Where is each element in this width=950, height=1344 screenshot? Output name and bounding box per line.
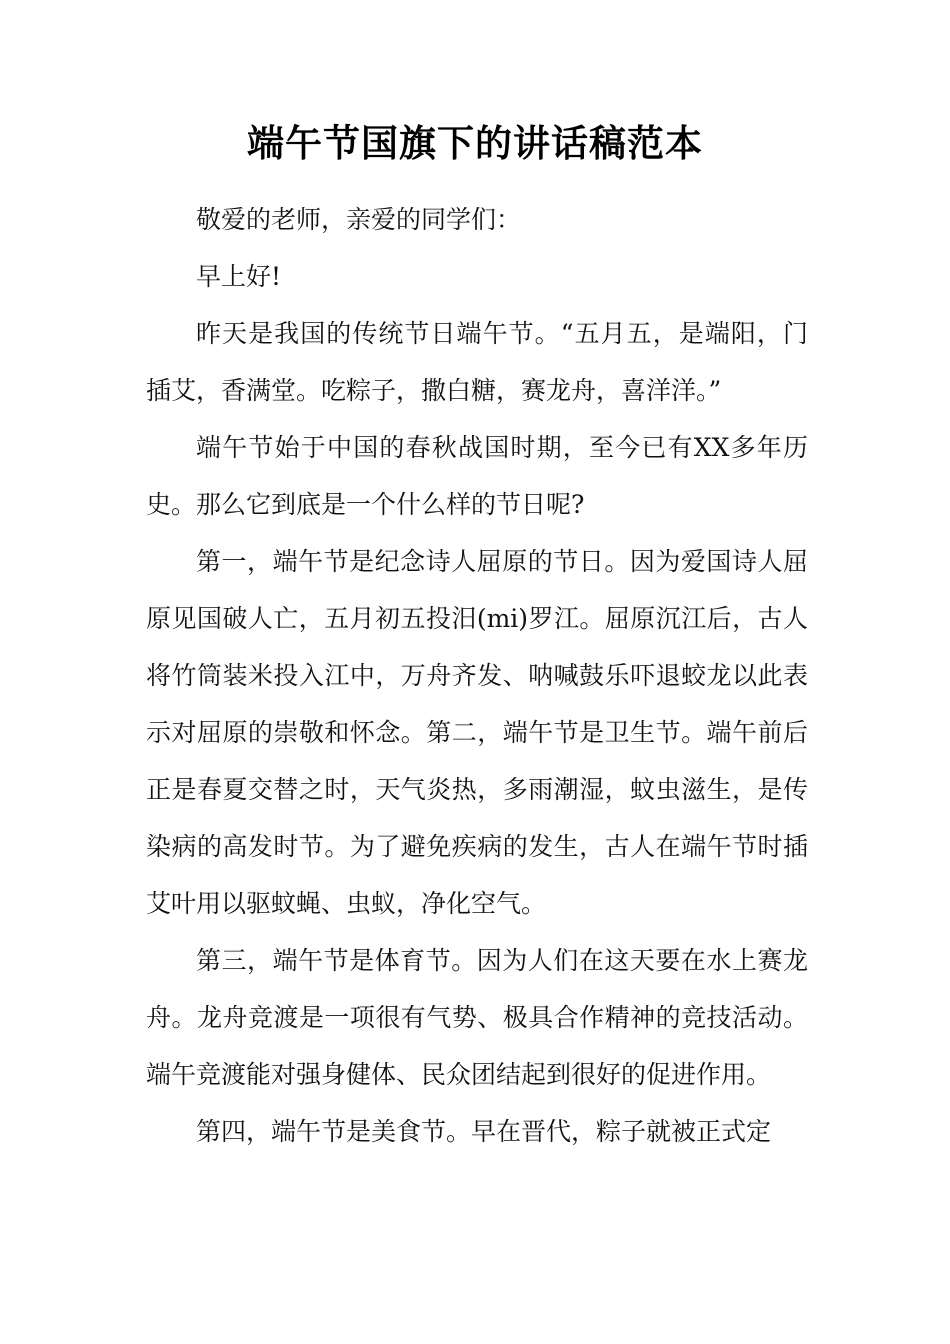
paragraph-fourth: 第四，端午节是美食节。早在晋代，粽子就被正式定 [196, 1117, 772, 1146]
paragraph-history: 端午节始于中国的春秋战国时期，至今已有XX多年历史。那么它到底是一个什么样的节日呢? [146, 433, 808, 519]
paragraph-first-second: 第一，端午节是纪念诗人屈原的节日。因为爱国诗人屈原见国破人亡，五月初五投汨(mi)罗江。屈原沉江后，古人将竹筒装米投入江中，万舟齐发、呐喊鼓乐吓退蛟龙以此表示对屈原的崇敬和怀念。第二，端午节是卫生节。端午前后正是春夏交替之时，天气炎热，多雨潮湿，蚊虫滋生，是传染病的高发时节。为了避免疾病的发生，古人在端午节时插艾叶用以驱蚊蝇、虫蚁，净化空气。 [146, 547, 808, 918]
paragraph-third: 第三，端午节是体育节。因为人们在这天要在水上赛龙舟。龙舟竞渡是一项很有气势、极具合作精神的竞技活动。端午竞渡能对强身健体、民众团结起到很好的促进作用。 [146, 946, 808, 1089]
paragraph-good-morning: 早上好! [196, 262, 282, 291]
paragraph-greeting: 敬爱的老师，亲爱的同学们： [196, 205, 522, 234]
document-body [146, 191, 808, 1160]
document-title: 端午节国旗下的讲话稿范本 [247, 121, 703, 165]
paragraph-intro: 昨天是我国的传统节日端午节。“五月五，是端阳，门插艾，香满堂。吃粽子，撒白糖，赛龙舟，喜洋洋。” [146, 319, 808, 405]
